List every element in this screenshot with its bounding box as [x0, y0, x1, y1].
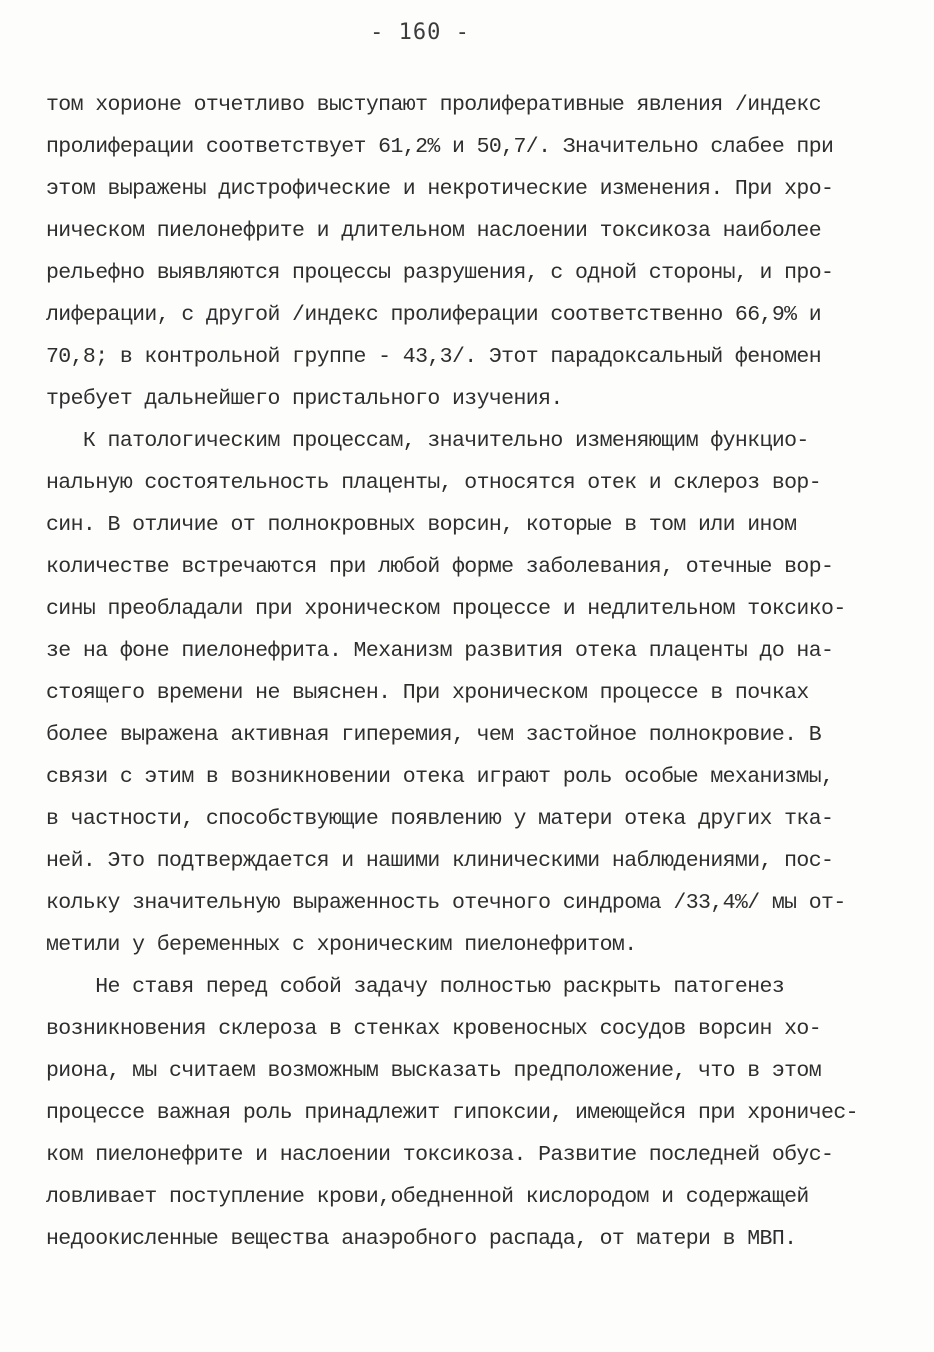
- text-line: связи с этим в возникновении отека играют роль особые механизмы,: [46, 765, 834, 789]
- text-line: ком пиелонефрите и наслоении токсикоза. Развитие последней обус-: [46, 1143, 834, 1167]
- text-line: кольку значительную выраженность отечного синдрома /33,4%/ мы от-: [46, 891, 846, 915]
- paragraph-start-line: Не ставя перед собой задачу полностью раскрыть патогенез: [46, 975, 785, 999]
- text-line: том хорионе отчетливо выступают пролиферативные явления /индекс: [46, 93, 822, 117]
- text-line: сины преобладали при хроническом процессе и недлительном токсико-: [46, 597, 846, 621]
- text-line: этом выражены дистрофические и некротические изменения. При хро-: [46, 177, 834, 201]
- text-line: зе на фоне пиелонефрита. Механизм развития отека плаценты до на-: [46, 639, 834, 663]
- text-line: ней. Это подтверждается и нашими клиническими наблюдениями, пос-: [46, 849, 834, 873]
- text-line: 70,8; в контрольной группе - 43,3/. Этот парадоксальный феномен: [46, 345, 822, 369]
- text-line: лиферации, с другой /индекс пролиферации соответственно 66,9% и: [46, 303, 822, 327]
- text-line: в частности, способствующие появлению у матери отека других тка-: [46, 807, 834, 831]
- text-line: риона, мы считаем возможным высказать предположение, что в этом: [46, 1059, 822, 1083]
- text-line: нальную состоятельность плаценты, относятся отек и склероз вор-: [46, 471, 822, 495]
- text-line: ническом пиелонефрите и длительном наслоении токсикоза наиболее: [46, 219, 822, 243]
- text-line: рельефно выявляются процессы разрушения, с одной стороны, и про-: [46, 261, 834, 285]
- text-line: син. В отличие от полнокровных ворсин, которые в том или ином: [46, 513, 797, 537]
- text-line: процессе важная роль принадлежит гипоксии, имеющейся при хроничес-: [46, 1101, 858, 1125]
- text-line: недоокисленные вещества анаэробного распада, от матери в МВП.: [46, 1227, 797, 1251]
- text-line: более выражена активная гиперемия, чем застойное полнокровие. В: [46, 723, 822, 747]
- text-line: метили у беременных с хроническим пиелонефритом.: [46, 933, 637, 957]
- text-line: ловливает поступление крови,обедненной кислородом и содержащей: [46, 1185, 809, 1209]
- text-line: стоящего времени не выяснен. При хроническом процессе в почках: [46, 681, 809, 705]
- text-line: требует дальнейшего пристального изучения.: [46, 387, 563, 411]
- text-line: пролиферации соответствует 61,2% и 50,7/. Значительно слабее при: [46, 135, 834, 159]
- page-number: - 160 -: [370, 20, 470, 45]
- body-text: [46, 84, 906, 1260]
- text-line: количестве встречаются при любой форме заболевания, отечные вор-: [46, 555, 834, 579]
- paragraph-start-line: К патологическим процессам, значительно изменяющим функцио-: [46, 429, 809, 453]
- text-line: возникновения склероза в стенках кровеносных сосудов ворсин хо-: [46, 1017, 822, 1041]
